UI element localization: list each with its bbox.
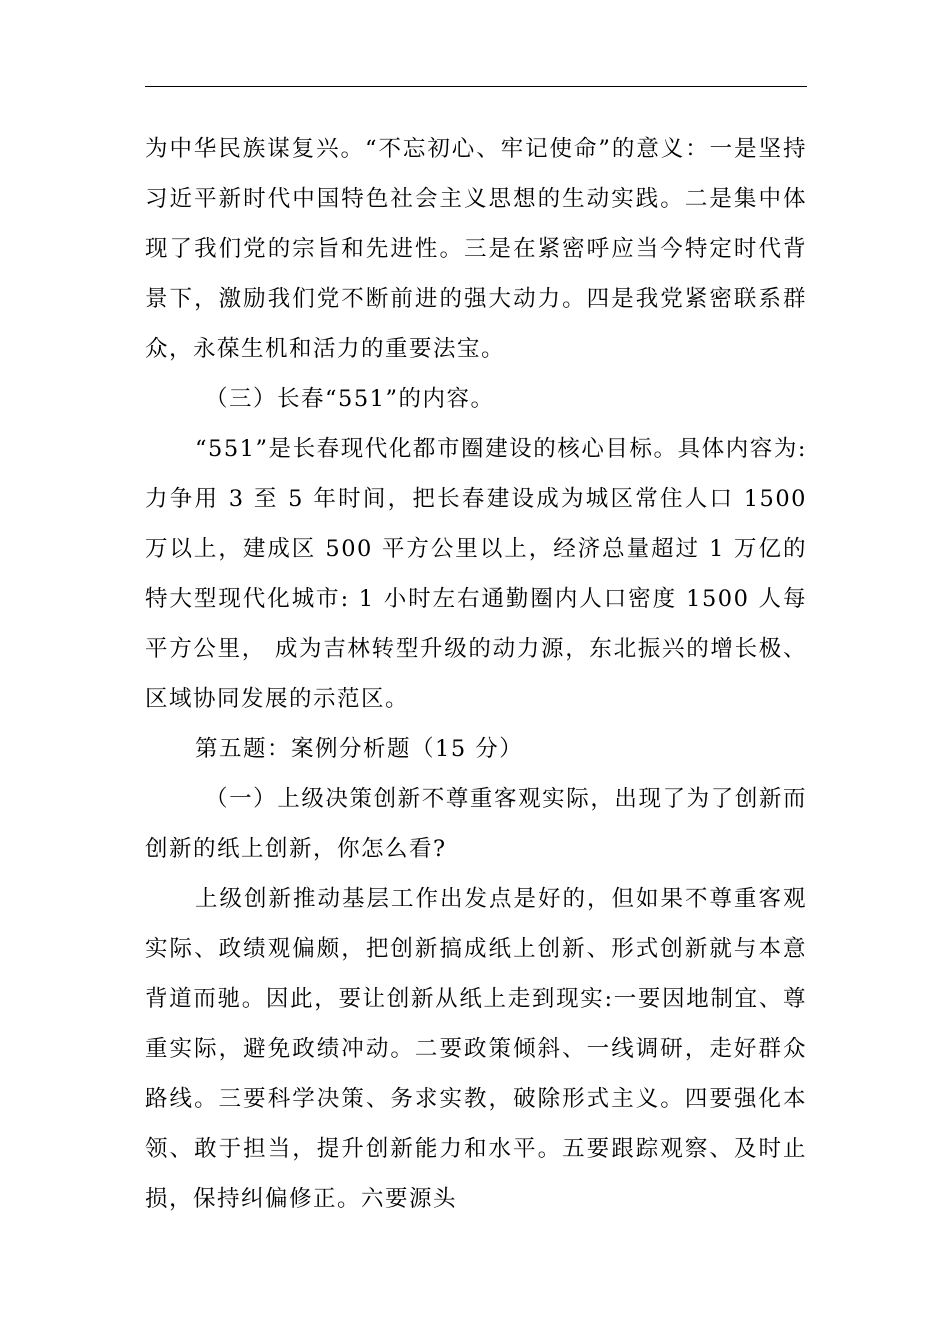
- header-rule: [145, 86, 807, 87]
- question-heading-case-analysis: 第五题：案例分析题（15 分）: [195, 736, 524, 762]
- paragraph-significance: 为中华民族谋复兴。“不忘初心、牢记使命”的意义：一是坚持习近平新时代中国特色社会主义思想的生动实践。二是集中体现了我们党的宗旨和先进性。三是在紧密呼应当今特定时代背景下，激励我们党不断前进的强大动力。四是我党紧密联系群众，永葆生机和活力的重要法宝。: [145, 136, 807, 362]
- document-body: [145, 124, 807, 1224]
- section-heading-551: （三）长春“551”的内容。: [205, 386, 495, 412]
- subquestion-paper-innovation: （一）上级决策创新不尊重客观实际，出现了为了创新而创新的纸上创新，你怎么看?: [145, 786, 807, 862]
- paragraph-551-content: “551”是长春现代化都市圈建设的核心目标。具体内容为:力争用 3 至 5 年时间，把长春建设成为城区常住人口 1500 万以上，建成区 500 平方公里以上，经济总量超过 1 万亿的特大型现代化城市: 1 小时左右通勤圈内人口密度 1500 人每平方公里， 成为吉林转型升级的动力源，东北振兴的增长极、区域协同发展的示范区。: [145, 436, 807, 712]
- paragraph-answer: 上级创新推动基层工作出发点是好的，但如果不尊重客观实际、政绩观偏颇，把创新搞成纸上创新、形式创新就与本意背道而驰。因此，要让创新从纸上走到现实:一要因地制宜、尊重实际，避免政绩冲动。二要政策倾斜、一线调研，走好群众路线。三要科学决策、务求实教，破除形式主义。四要强化本领、敢于担当，提升创新能力和水平。五要跟踪观察、及时止损，保持纠偏修正。六要源头: [145, 886, 807, 1212]
